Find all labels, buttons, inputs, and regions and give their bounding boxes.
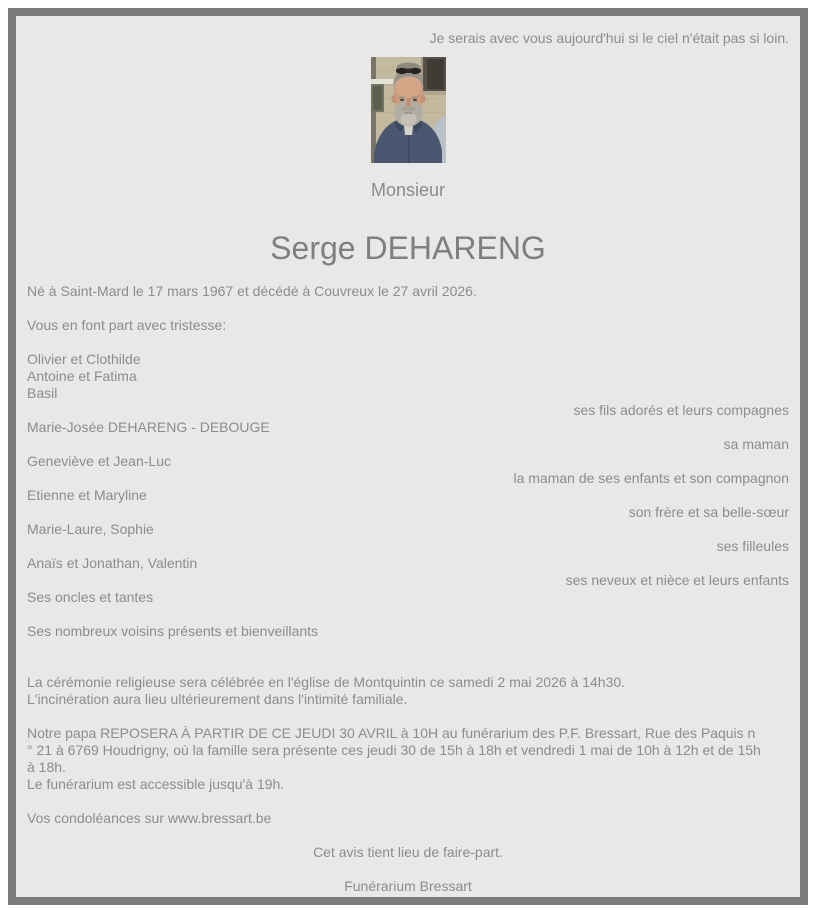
notice-line: ses neveux et nièce et leurs enfants: [565, 572, 789, 588]
notice-line: ° 21 à 6769 Houdrigny, où la famille sera présente ces jeudi 30 de 15h à 18h et vendredi 1 mai de 10h à 12h et de 15h: [27, 742, 761, 758]
notice-line: ses filleules: [716, 538, 789, 554]
notice-line: sa maman: [723, 436, 789, 452]
notice-line: Anaïs et Jonathan, Valentin: [27, 555, 198, 571]
notice-line: Geneviève et Jean-Luc: [27, 453, 171, 469]
notice-line: La cérémonie religieuse sera célébrée en l'église de Montquintin ce samedi 2 mai 2026 à 14h30.: [27, 674, 626, 690]
notice-line: Antoine et Fatima: [27, 368, 137, 384]
notice-line: Le funérarium est accessible jusqu'à 19h.: [27, 776, 285, 792]
spacer-line: [27, 334, 789, 351]
portrait-photo: [371, 57, 446, 163]
notice-line: Funérarium Bressart: [344, 878, 472, 894]
deceased-name-title: Serge DEHARENG: [270, 230, 546, 266]
notice-line: L'incinération aura lieu ultérieurement dans l'intimité familiale.: [27, 691, 408, 707]
portrait-photo-container: [27, 57, 789, 163]
notice-line: Etienne et Maryline: [27, 487, 147, 503]
notice-line: Ses oncles et tantes: [27, 589, 154, 605]
notice-line: Ses nombreux voisins présents et bienveillants: [27, 623, 319, 639]
salutation: Monsieur: [370, 180, 446, 200]
spacer-line: [27, 300, 789, 317]
notice-line: Marie-Josée DEHARENG - DEBOUGE: [27, 419, 270, 435]
spacer-line: [27, 827, 789, 844]
death-notice-card: [8, 8, 808, 905]
notice-line: Vous en font part avec tristesse:: [27, 317, 227, 333]
notice-line: Né à Saint-Mard le 17 mars 1967 et décédé à Couvreux le 27 avril 2026.: [27, 283, 477, 299]
notice-line: ses fils adorés et leurs compagnes: [573, 402, 789, 418]
spacer-line: [27, 793, 789, 810]
spacer-line: [27, 640, 789, 657]
spacer-line: [27, 708, 789, 725]
notice-line: Notre papa REPOSERA À PARTIR DE CE JEUDI 30 AVRIL à 10H au funérarium des P.F. Bressart, Rue des Paquis n: [27, 725, 756, 741]
notice-line: Cet avis tient lieu de faire-part.: [313, 844, 503, 860]
notice-line: Basil: [27, 385, 58, 401]
notice-line: à 18h.: [27, 759, 66, 775]
notice-line: Vos condoléances sur www.bressart.be: [27, 810, 272, 826]
notice-line: la maman de ses enfants et son compagnon: [513, 470, 789, 486]
spacer-line: [27, 861, 789, 878]
spacer-line: [27, 606, 789, 623]
notice-line: son frère et sa belle-sœur: [628, 504, 789, 520]
notice-line: Marie-Laure, Sophie: [27, 521, 154, 537]
memorial-quote: Je serais avec vous aujourd'hui si le ciel n'était pas si loin.: [429, 30, 789, 46]
notice-line: Olivier et Clothilde: [27, 351, 141, 367]
spacer-line: [27, 657, 789, 674]
notice-body: [27, 283, 789, 895]
